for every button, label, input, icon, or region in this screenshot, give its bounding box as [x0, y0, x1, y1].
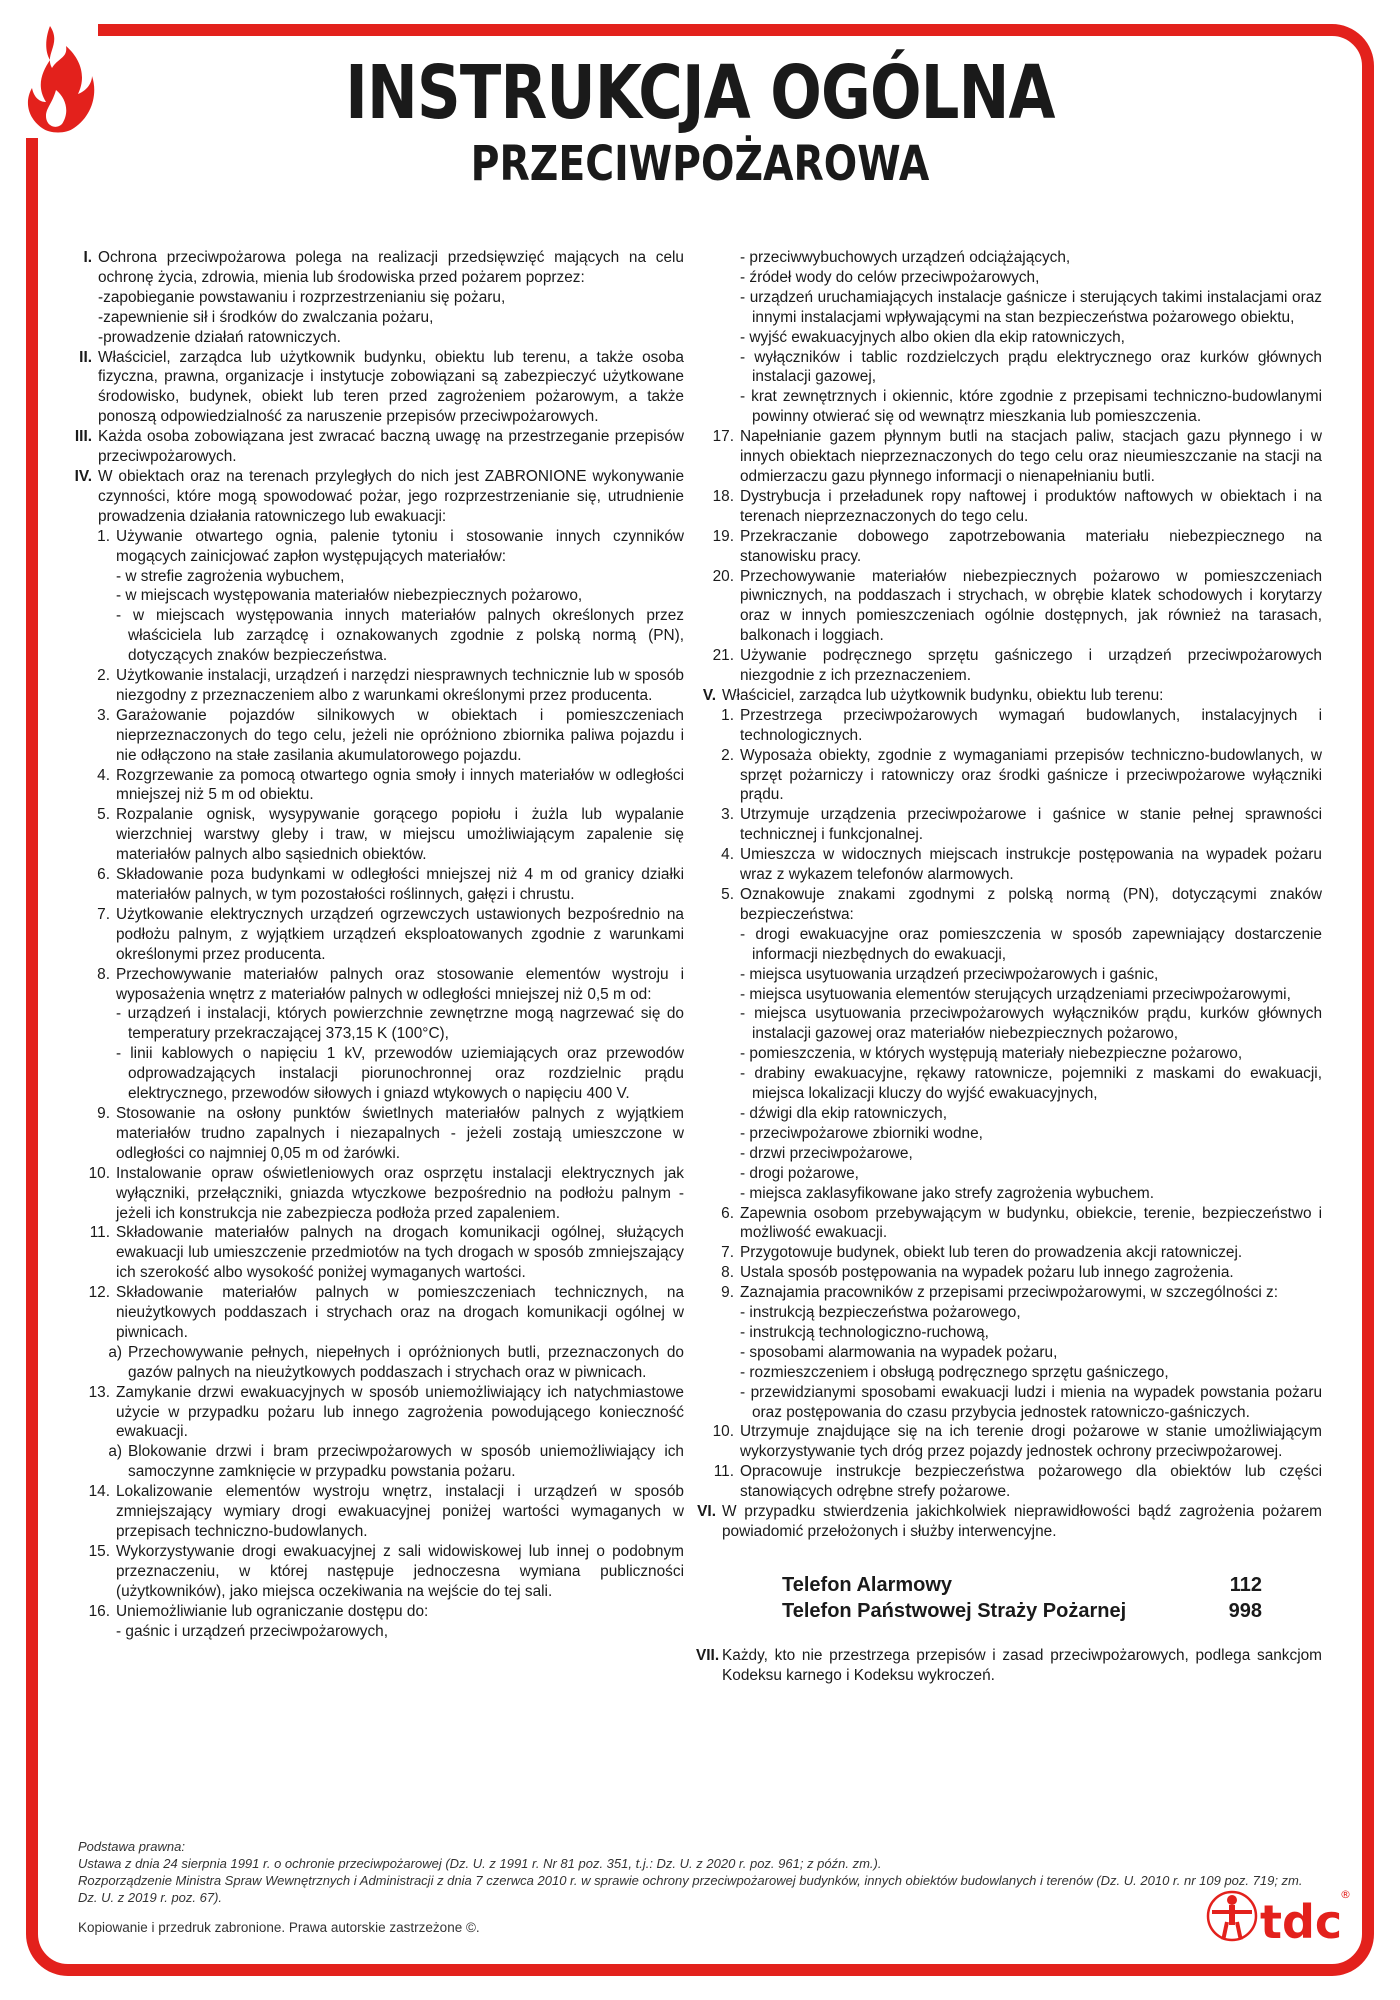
rule-item: [702, 805, 1322, 845]
left-column: [74, 248, 684, 1641]
item-number: II.: [79, 348, 92, 366]
sub-rule: [78, 1442, 684, 1482]
rule-item: [702, 646, 1322, 686]
text-line: - przeciwpożarowe zbiorniki wodne,: [740, 1124, 983, 1142]
item-number: 5.: [721, 886, 734, 903]
phone-label: Telefon Państwowej Straży Pożarnej: [782, 1599, 1127, 1622]
legal-basis: [78, 1838, 1318, 1906]
item-number: 11.: [89, 1224, 110, 1242]
rule-item: [78, 1164, 684, 1224]
text-line: Właściciel, zarządca lub użytkownik budynku, obiektu lub terenu:: [722, 686, 1164, 704]
rule-item: [78, 1482, 684, 1542]
text-line: Składowanie materiałów palnych w pomieszczeniach technicznych, na nieużytkowych poddaszach i strychach oraz na drogach komunikacji ogólnej w piwnicach.: [116, 1284, 684, 1341]
rule-item: [78, 1283, 684, 1343]
section-item: [696, 1646, 1322, 1686]
text-line: Przechowywanie pełnych, niepełnych i opróżnionych butli, przeznaczonych do gazów palnych na nieużytkowych poddaszach i strychach oraz w piwnicach.: [128, 1343, 684, 1381]
section-item: [74, 467, 684, 527]
text-line: - wyłączników i tablic rozdzielczych prądu elektrycznego oraz kurków głównych instalacji gazowej,: [740, 348, 1322, 386]
text-line: Utrzymuje urządzenia przeciwpożarowe i gaśnice w stanie pełnej sprawności technicznej i funkcjonalnej.: [740, 806, 1322, 844]
text-line: Przekraczanie dobowego zapotrzebowania materiału niebezpiecznego na stanowisku pracy.: [740, 527, 1322, 565]
legal-heading: Podstawa prawna:: [78, 1839, 185, 1854]
text-line: - pomieszczenia, w których występują materiały niebezpieczne pożarowo,: [740, 1045, 1243, 1063]
text-line: - drogi pożarowe,: [740, 1164, 859, 1182]
rule-item: [78, 905, 684, 965]
text-line: Rozpalanie ognisk, wysypywanie gorącego popiołu i żużla lub wypalanie wierzchniej warstwy gleby i traw, w miejscu umożliwiającym zapalenie się materiałów palnych albo sąsiednich obiektów.: [116, 806, 684, 864]
text-line: Przygotowuje budynek, obiekt lub teren do prowadzenia akcji ratowniczej.: [740, 1244, 1243, 1262]
text-line: Ustala sposób postępowania na wypadek pożaru lub innego zagrożenia.: [740, 1264, 1234, 1282]
item-number: 21.: [712, 647, 734, 665]
rule-item: [78, 1104, 684, 1164]
rule-item: [702, 248, 1322, 427]
rule-item: [78, 766, 684, 806]
rule-item: [702, 1243, 1322, 1263]
text-line: Garażowanie pojazdów silnikowych w obiektach i pomieszczeniach nieprzeznaczonych do tego celu, jeżeli nie opróżniono zbiornika paliwa pojazdu i nie odłączono na stałe zasilania akumulatorowego pojazdu.: [116, 706, 684, 764]
rule-item: [78, 1542, 684, 1602]
right-column-final: [696, 1646, 1322, 1686]
text-line: - drogi ewakuacyjne oraz pomieszczenia w sposób zapewniający dostarczenie informacji niezbędnych do ewakuacji,: [740, 925, 1322, 963]
text-line: Przestrzega przeciwpożarowych wymagań budowlanych, instalacyjnych i technologicznych.: [740, 706, 1322, 744]
item-number: 11.: [713, 1463, 734, 1481]
item-number: 6.: [97, 866, 110, 884]
phone-row: [782, 1598, 1262, 1624]
rule-item: [78, 805, 684, 865]
item-number: 2.: [97, 667, 110, 685]
text-line: - w miejscach występowania materiałów niebezpiecznych pożarowo,: [116, 587, 583, 605]
text-line: Składowanie materiałów palnych na drogach komunikacji ogólnej, służących ewakuacji lub umieszczenie przedmiotów na tych drogach w sposób zmniejszający ich szerokość albo wysokość poniżej wymaganych wartości.: [116, 1224, 684, 1282]
item-number: 6.: [721, 1204, 734, 1222]
rule-item: [702, 845, 1322, 885]
text-line: - w miejscach występowania innych materiałów palnych określonych przez właściciela lub zarządcę i oznakowanych zgodnie z polską normą (PN), dotyczących znaków bezpieczeństwa.: [116, 607, 684, 665]
title-block: [0, 52, 1400, 192]
rule-item: [78, 706, 684, 766]
text-line: Umieszcza w widocznych miejscach instrukcje postępowania na wypadek pożaru wraz z wykazem telefonów alarmowych.: [740, 846, 1322, 884]
item-number: 7.: [721, 1244, 734, 1262]
section-item: [78, 348, 684, 428]
text-line: Blokowanie drzwi i bram przeciwpożarowych w sposób uniemożliwiający ich samoczynne zamknięcie w przypadku powstania pożaru.: [128, 1443, 684, 1481]
text-line: Zamykanie drzwi ewakuacyjnych w sposób uniemożliwiający ich natychmiastowe użycie w przypadku pożaru lub innego zagrożenia powodującego konieczność ewakuacji.: [116, 1383, 684, 1441]
phone-label: Telefon Alarmowy: [782, 1573, 953, 1596]
text-line: Opracowuje instrukcje bezpieczeństwa pożarowego dla obiektów lub części stanowiących odrębne strefy pożarowe.: [740, 1463, 1322, 1501]
tdc-logo: [1204, 1882, 1354, 1952]
rule-item: [78, 527, 684, 666]
text-line: - instrukcją bezpieczeństwa pożarowego,: [740, 1304, 1021, 1322]
rule-item: [702, 1204, 1322, 1244]
rule-item: [702, 427, 1322, 487]
phone-row: [782, 1572, 1262, 1598]
item-number: 10.: [88, 1164, 110, 1182]
text-line: - drabiny ewakuacyjne, rękawy ratownicze, pojemniki z maskami do ewakuacji, miejsca lokalizacji kluczy do wyjść ewakuacyjnych,: [740, 1065, 1322, 1103]
text-line: - drzwi przeciwpożarowe,: [740, 1144, 913, 1162]
text-line: - dźwigi dla ekip ratowniczych,: [740, 1104, 947, 1122]
rule-item: [702, 487, 1322, 527]
page-subtitle: PRZECIWPOŻAROWA: [470, 136, 930, 192]
brand-name: tdc: [1260, 1895, 1343, 1949]
item-number: 19.: [712, 527, 734, 545]
text-line: - instrukcją technologiczno-ruchową,: [740, 1323, 989, 1341]
rule-item: [702, 1283, 1322, 1422]
text-line: - wyjść ewakuacyjnych albo okien dla ekip ratowniczych,: [740, 328, 1125, 346]
item-number: VII.: [696, 1646, 720, 1664]
text-line: Użytkowanie instalacji, urządzeń i narzędzi niesprawnych technicznie lub w sposób niezgodny z przeznaczeniem albo z warunkami określonymi przez producenta.: [116, 667, 684, 704]
section-item: [78, 248, 684, 348]
text-line: Użytkowanie elektrycznych urządzeń ogrzewczych ustawionych bezpośrednio na podłożu palnym, z wyjątkiem urządzeń eksploatowanych zgodnie z warunkami określonymi przez producenta.: [116, 905, 684, 963]
sub-rule: [78, 1343, 684, 1383]
item-number: 4.: [97, 766, 110, 784]
right-column-rules: [697, 248, 1322, 1542]
text-line: - gaśnic i urządzeń przeciwpożarowych,: [116, 1622, 389, 1640]
item-number: 17.: [712, 428, 734, 446]
text-line: Składowanie poza budynkami w odległości mniejszej niż 4 m od granicy działki materiałów palnych, w tym pozostałości roślinnych, gałęzi i chrustu.: [116, 866, 684, 903]
section-item: [702, 686, 1322, 706]
text-line: - miejsca usytuowania urządzeń przeciwpożarowych i gaśnic,: [740, 965, 1159, 983]
text-line: Wyposaża obiekty, zgodnie z wymaganiami przepisów techniczno-budowlanych, w sprzęt pożarniczy i ratowniczy oraz środki gaśnicze i przeciwpożarowe wyłączniki prądu.: [740, 746, 1322, 804]
item-number: 7.: [97, 905, 110, 923]
rule-item: [78, 666, 684, 706]
text-line: Właściciel, zarządca lub użytkownik budynku, obiektu lub terenu, a także osoba fizyczna, prawna, organizacje i instytucje zobowiązani są zabezpieczyć użytkowane środowisko, budynek, obiekt lub teren przed zagrożeniem pożarowym, a także ponoszą odpowiedzialność za naruszenie przepisów przeciwpożarowych.: [98, 348, 684, 426]
item-number: 9.: [97, 1104, 110, 1122]
rule-item: [702, 885, 1322, 1204]
item-number: I.: [83, 249, 92, 266]
rule-item: [78, 1383, 684, 1443]
text-line: Lokalizowanie elementów wystroju wnętrz, instalacji i urządzeń w sposób zmniejszający wymiary drogi ewakuacyjnej poniżej wartości wymaganych w przepisach techniczno-budowlanych.: [116, 1483, 684, 1540]
rule-item: [78, 865, 684, 905]
rule-item: [702, 527, 1322, 567]
item-number: 5.: [97, 806, 110, 824]
section-item: [74, 427, 684, 467]
text-line: - urządzeń uruchamiających instalacje gaśnicze i sterujących takimi instalacjami oraz innymi instalacjami wpływającymi na stan bezpieczeństwa pożarowego obiektu,: [740, 288, 1322, 326]
rule-item: [702, 567, 1322, 647]
text-line: -prowadzenie działań ratowniczych.: [98, 328, 341, 346]
text-line: Oznakowuje znakami zgodnymi z polską normą (PN), dotyczącymi znaków bezpieczeństwa:: [740, 886, 1322, 923]
rule-item: [702, 1263, 1322, 1283]
text-line: Każdy, kto nie przestrzega przepisów i zasad przeciwpożarowych, podlega sankcjom Kodeksu karnego i Kodeksu wykroczeń.: [722, 1646, 1322, 1684]
text-line: Rozgrzewanie za pomocą otwartego ognia smoły i innych materiałów w odległości mniejszej niż 5 m od obiektu.: [116, 766, 684, 804]
item-number: 9.: [721, 1284, 734, 1302]
rule-item: [78, 1602, 684, 1642]
text-line: Stosowanie na osłony punktów świetlnych materiałów palnych z wyjątkiem materiałów trudno zapalnych i niezapalnych - jeżeli zostają umieszczone w odległości co najmniej 0,05 m od żarówki.: [116, 1104, 684, 1162]
item-number: 3.: [97, 706, 110, 724]
item-number: 18.: [712, 487, 734, 505]
text-line: Przechowywanie materiałów niebezpiecznych pożarowo w pomieszczeniach piwnicznych, na poddaszach i strychach, w obrębie klatek schodowych i korytarzy oraz w innych pomieszczeniach ogólnie dostępnych, jak również na tarasach, balkonach i loggiach.: [740, 567, 1322, 645]
text-line: - urządzeń i instalacji, których powierzchnie zewnętrzne mogą nagrzewać się do temperatury przekraczającej 373,15 K (100°C),: [116, 1005, 684, 1043]
rule-item: [78, 1223, 684, 1283]
text-line: Ochrona przeciwpożarowa polega na realizacji przedsięwzięć mających na celu ochronę życia, zdrowia, mienia lub środowiska przed pożarem poprzez:: [98, 249, 684, 286]
text-line: - krat zewnętrznych i okiennic, które zgodnie z przepisami techniczno-budowlanymi powinny otwierać się od wewnątrz mieszkania lub pomieszczenia.: [740, 388, 1322, 426]
text-line: - sposobami alarmowania na wypadek pożaru,: [740, 1343, 1058, 1361]
text-line: Instalowanie opraw oświetleniowych oraz osprzętu instalacji elektrycznych jak wyłączniki, przełączniki, gniazda wtyczkowe bezpośrednio na podłożu palnym - jeżeli ich konstrukcja nie zabezpiecza podłoża przed zapaleniem.: [116, 1164, 684, 1222]
item-number: 14.: [88, 1483, 110, 1501]
text-line: - przeciwwybuchowych urządzeń odciążających,: [740, 249, 1071, 266]
item-number: 1.: [721, 706, 734, 724]
text-line: Używanie otwartego ognia, palenie tytoniu i stosowanie innych czynników mogących zainicjować zapłon występujących materiałów:: [116, 527, 684, 565]
legal-line: Rozporządzenie Ministra Spraw Wewnętrznych i Administracji z dnia 7 czerwca 2010 r. w sprawie ochrony przeciwpożarowej budynków, innych obiektów budowlanych i terenów (Dz. U. 2010 r. nr 109 poz. 719; zm. Dz. U. z 2019 r. poz. 67).: [78, 1873, 1303, 1905]
text-line: - linii kablowych o napięciu 1 kV, przewodów uziemiających oraz przewodów odprowadzających instalacji piorunochronnej oraz rozdzielnic prądu elektrycznego, przewodów siłowych i gniazd wtykowych o napięciu 400 V.: [116, 1045, 684, 1103]
item-number: III.: [74, 428, 92, 446]
text-line: Używanie podręcznego sprzętu gaśniczego i urządzeń przeciwpożarowych niezgodnie z ich przeznaczeniem.: [740, 647, 1322, 685]
text-line: - miejsca usytuowania elementów sterujących urządzeniami przeciwpożarowymi,: [740, 985, 1291, 1003]
item-number: 15.: [88, 1542, 110, 1560]
text-line: W obiektach oraz na terenach przyległych do nich jest ZABRONIONE wykonywanie czynności, które mogą spowodować pożar, jego rozprzestrzenianie się, utrudnienie prowadzenia działania ratowniczego lub ewakuacji:: [98, 467, 684, 525]
text-line: W przypadku stwierdzenia jakichkolwiek nieprawidłowości bądź zagrożenia pożarem powiadomić przełożonych i służby interwencyjne.: [722, 1503, 1322, 1540]
item-number: 10.: [712, 1423, 734, 1441]
copyright-note: Kopiowanie i przedruk zabronione. Prawa autorskie zastrzeżone ©.: [78, 1920, 480, 1935]
item-number: 1.: [97, 527, 110, 545]
item-number: 3.: [721, 806, 734, 824]
text-line: Zaznajamia pracowników z przepisami przeciwpożarowymi, w szczególności z:: [740, 1284, 1279, 1302]
item-number: V.: [702, 686, 716, 704]
phone-number: 112: [1229, 1573, 1262, 1596]
item-number: 20.: [712, 567, 734, 585]
text-line: Napełnianie gazem płynnym butli na stacjach paliw, stacjach gazu płynnego i w innych obiektach nieprzeznaczonych do tego celu oraz nieumieszczanie na stacji na odmierzaczu gazu płynnego informacji o nienapełnianiu butli.: [740, 428, 1322, 485]
item-number: VI.: [697, 1503, 716, 1521]
item-number: 8.: [97, 965, 110, 983]
rule-item: [78, 965, 684, 1104]
text-line: - źródeł wody do celów przeciwpożarowych,: [740, 268, 1040, 286]
text-line: Uniemożliwianie lub ograniczanie dostępu do:: [116, 1602, 429, 1620]
rule-item: [702, 706, 1322, 746]
item-number: 16.: [88, 1602, 110, 1620]
rule-item: [702, 1422, 1322, 1462]
rule-item: [702, 746, 1322, 806]
text-line: - miejsca usytuowania przeciwpożarowych wyłączników prądu, kurków głównych instalacji gazowej oraz materiałów niebezpiecznych pożarowo,: [740, 1005, 1322, 1043]
text-line: -zapewnienie sił i środków do zwalczania pożaru,: [98, 308, 434, 326]
text-line: Wykorzystywanie drogi ewakuacyjnej z sali widowiskowej lub innej o podobnym przeznaczeniu, w której następuje jednoczesna wymiana publiczności (użytkowników), jako miejsca oczekiwania na wejście do tej sali.: [116, 1542, 684, 1600]
text-line: Dystrybucja i przeładunek ropy naftowej i produktów naftowych w obiektach i na terenach nieprzeznaczonych do tego celu.: [740, 487, 1322, 525]
phone-number: 998: [1228, 1599, 1262, 1622]
item-number: IV.: [74, 467, 92, 485]
text-line: Zapewnia osobom przebywającym w budynku, obiekcie, terenie, bezpieczeństwo i możliwość ewakuacji.: [740, 1204, 1322, 1242]
text-line: - miejsca zaklasyfikowane jako strefy zagrożenia wybuchem.: [740, 1184, 1155, 1202]
text-line: - przewidzianymi sposobami ewakuacji ludzi i mienia na wypadek powstania pożaru oraz postępowania do czasu przybycia jednostek ratowniczo-gaśniczych.: [740, 1383, 1322, 1421]
right-column: [696, 248, 1322, 1686]
brand-reg: ®: [1340, 1888, 1351, 1901]
item-number: 4.: [721, 846, 734, 864]
item-number: a): [108, 1343, 122, 1361]
text-line: Utrzymuje znajdujące się na ich terenie drogi pożarowe w stanie umożliwiającym wykorzystywanie tych dróg przez pojazdy jednostek ochrony przeciwpożarowej.: [740, 1423, 1322, 1461]
item-number: 12.: [88, 1284, 110, 1302]
rule-item: [702, 1462, 1322, 1502]
section-item: [697, 1502, 1322, 1542]
legal-line: Ustawa z dnia 24 sierpnia 1991 r. o ochronie przeciwpożarowej (Dz. U. z 1991 r. Nr 81 poz. 351, t.j.: Dz. U. z 2020 r. poz. 961; z późn. zm.).: [78, 1856, 882, 1871]
item-number: 13.: [88, 1383, 110, 1401]
text-line: Każda osoba zobowiązana jest zwracać baczną uwagę na przestrzeganie przepisów przeciwpożarowych.: [98, 428, 684, 466]
emergency-phones: [782, 1572, 1262, 1624]
page-title: INSTRUKCJA OGÓLNA: [345, 50, 1055, 136]
text-line: - w strefie zagrożenia wybuchem,: [116, 567, 345, 585]
item-number: 8.: [721, 1264, 734, 1282]
text-line: - rozmieszczeniem i obsługą podręcznego sprzętu gaśniczego,: [740, 1363, 1169, 1381]
item-number: 2.: [721, 746, 734, 764]
text-line: Przechowywanie materiałów palnych oraz stosowanie elementów wystroju i wyposażenia wnętrz z materiałów palnych w odległości mniejszej niż 0,5 m od:: [116, 965, 684, 1003]
text-line: -zapobieganie powstawaniu i rozprzestrzenianiu się pożaru,: [98, 288, 506, 306]
item-number: a): [108, 1443, 122, 1461]
